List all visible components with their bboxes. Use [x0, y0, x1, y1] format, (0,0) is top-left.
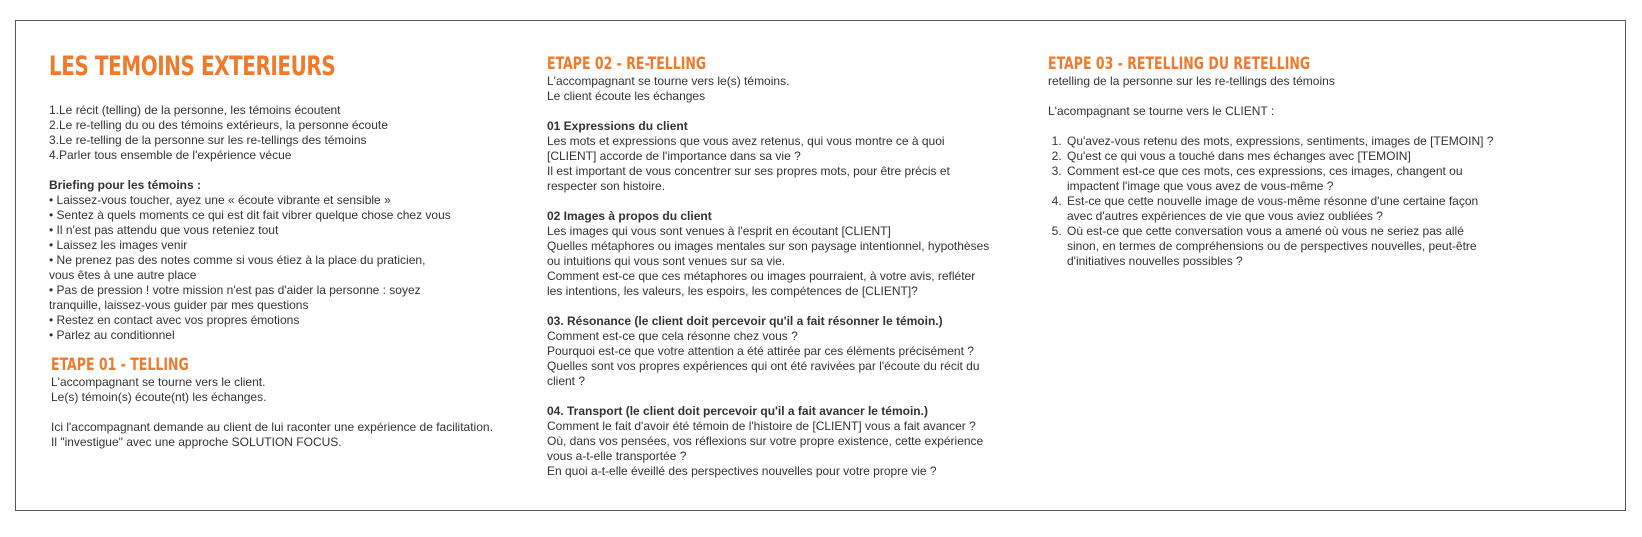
etape2-title: ETAPE 02 - RE-TELLING	[547, 54, 707, 74]
etape3-title: ETAPE 03 - RETELLING DU RETELLING	[1048, 54, 1311, 74]
etape1-title: ETAPE 01 - TELLING	[51, 355, 189, 375]
question-item: 1. Qu'avez-vous retenu des mots, expressions, sentiments, images de [TEMOIN] ?	[1065, 134, 1495, 149]
briefing-list	[49, 193, 451, 343]
section-line: Les images qui vous sont venues à l'esprit en écoutant [CLIENT]	[547, 224, 891, 238]
step-item: 2.Le re-telling du ou des témoins extérieurs, la personne écoute	[49, 118, 388, 132]
question-item: 2. Qu'est ce qui vous a touché dans mes échanges avec [TEMOIN]	[1065, 149, 1495, 164]
section-line: En quoi a-t-elle éveillé des perspectives nouvelles pour votre propre vie ?	[547, 464, 937, 478]
question-item: 4. Est-ce que cette nouvelle image de vous-même résonne d'une certaine façon avec d'autres expériences de vie que vous aviez oubliées ?	[1065, 194, 1495, 224]
section-line: Comment le fait d'avoir été témoin de l'histoire de [CLIENT] vous a fait avancer ?	[547, 419, 976, 433]
section-line: Il est important de vous concentrer sur ses propres mots, pour être précis et respecter son histoire.	[547, 164, 950, 193]
section-images	[547, 209, 992, 299]
briefing-item: • Pas de pression ! votre mission n'est pas d'aider la personne : soyez tranquille, laissez-vous guider par mes questions	[49, 283, 421, 312]
section-transport	[547, 404, 999, 479]
section-expressions	[547, 119, 992, 194]
section-heading: 04. Transport (le client doit percevoir qu'il a fait avancer le témoin.)	[547, 404, 928, 418]
section-line: Pourquoi est-ce que votre attention a été attirée par ces éléments précisément ?Quelles sont vos propres expériences qui ont été ravivées par l'écoute du récit du client ?	[547, 344, 980, 388]
section-resonance	[547, 314, 1002, 389]
column-temoins	[49, 21, 493, 450]
steps-list	[49, 103, 489, 163]
question-item: 5. Où est-ce que cette conversation vous a amené où vous ne seriez pas allé sinon, en termes de compréhensions ou de perspectives nouvelles, peut-être d'initiatives nouvelles possibles ?	[1065, 224, 1495, 269]
question-list	[1048, 134, 1495, 269]
column-etape3	[1048, 21, 1493, 269]
page-title: LES TEMOINS EXTERIEURS	[49, 51, 336, 82]
column-etape2	[547, 21, 1007, 479]
section-line: Les mots et expressions que vous avez retenus, qui vous montre ce à quoi [CLIENT] accorde de l'importance dans sa vie ?	[547, 134, 945, 163]
briefing-title: Briefing pour les témoins :	[49, 178, 202, 192]
etape3-subtitle: retelling de la personne sur les re-tellings des témoins	[1048, 74, 1335, 88]
section-heading: 02 Images à propos du client	[547, 209, 712, 223]
briefing-item: • Laissez-vous toucher, ayez une « écoute vibrante et sensible »	[49, 193, 391, 207]
etape2-intro: Le client écoute les échanges	[547, 89, 706, 103]
content-frame	[15, 20, 1626, 511]
section-line: Où, dans vos pensées, vos réflexions sur votre propre existence, cette expérience vous a-t-elle transportée ?	[547, 434, 984, 463]
section-heading: 03. Résonance (le client doit percevoir qu'il a fait résonner le témoin.)	[547, 314, 943, 328]
briefing-item: • Parlez au conditionnel	[49, 328, 175, 342]
etape1-line: L'accompagnant se tourne vers le client.	[51, 375, 266, 389]
step-item: 3.Le re-telling de la personne sur les re-tellings des témoins	[49, 133, 367, 147]
briefing-item: • Ne prenez pas des notes comme si vous étiez à la place du praticien, vous êtes à une autre place	[49, 253, 426, 282]
etape1-note: Ici l'accompagnant demande au client de lui raconter une expérience de facilitation.	[51, 420, 493, 434]
section-line: Quelles métaphores ou images mentales sur son paysage intentionnel, hypothèses ou intuitions qui vous sont venues sur sa vie.	[547, 239, 990, 268]
section-heading: 01 Expressions du client	[547, 119, 688, 133]
question-item: 3. Comment est-ce que ces mots, ces expressions, ces images, changent ou impactent l'image que vous avez de vous-même ?	[1065, 164, 1495, 194]
etape3-intro: L'acompagnant se tourne vers le CLIENT :	[1048, 104, 1275, 118]
briefing-item: • Il n'est pas attendu que vous reteniez tout	[49, 223, 279, 237]
etape1-note: Il "investigue" avec une approche SOLUTION FOCUS.	[51, 435, 342, 449]
section-line: Comment est-ce que ces métaphores ou images pourraient, à votre avis, refléter les intentions, les valeurs, les espoirs, les compétences de [CLIENT]?	[547, 269, 976, 298]
briefing-item: • Restez en contact avec vos propres émotions	[49, 313, 300, 327]
step-item: 1.Le récit (telling) de la personne, les témoins écoutent	[49, 103, 341, 117]
briefing-item: • Sentez à quels moments ce qui est dit fait vibrer quelque chose chez vous	[49, 208, 451, 222]
section-line: Comment est-ce que cela résonne chez vous ?	[547, 329, 798, 343]
etape1-line: Le(s) témoin(s) écoute(nt) les échanges.	[51, 390, 267, 404]
step-item: 4.Parler tous ensemble de l'expérience vécue	[49, 148, 292, 162]
briefing-item: • Laissez les images venir	[49, 238, 188, 252]
etape2-intro: L'accompagnant se tourne vers le(s) témoins.	[547, 74, 790, 88]
